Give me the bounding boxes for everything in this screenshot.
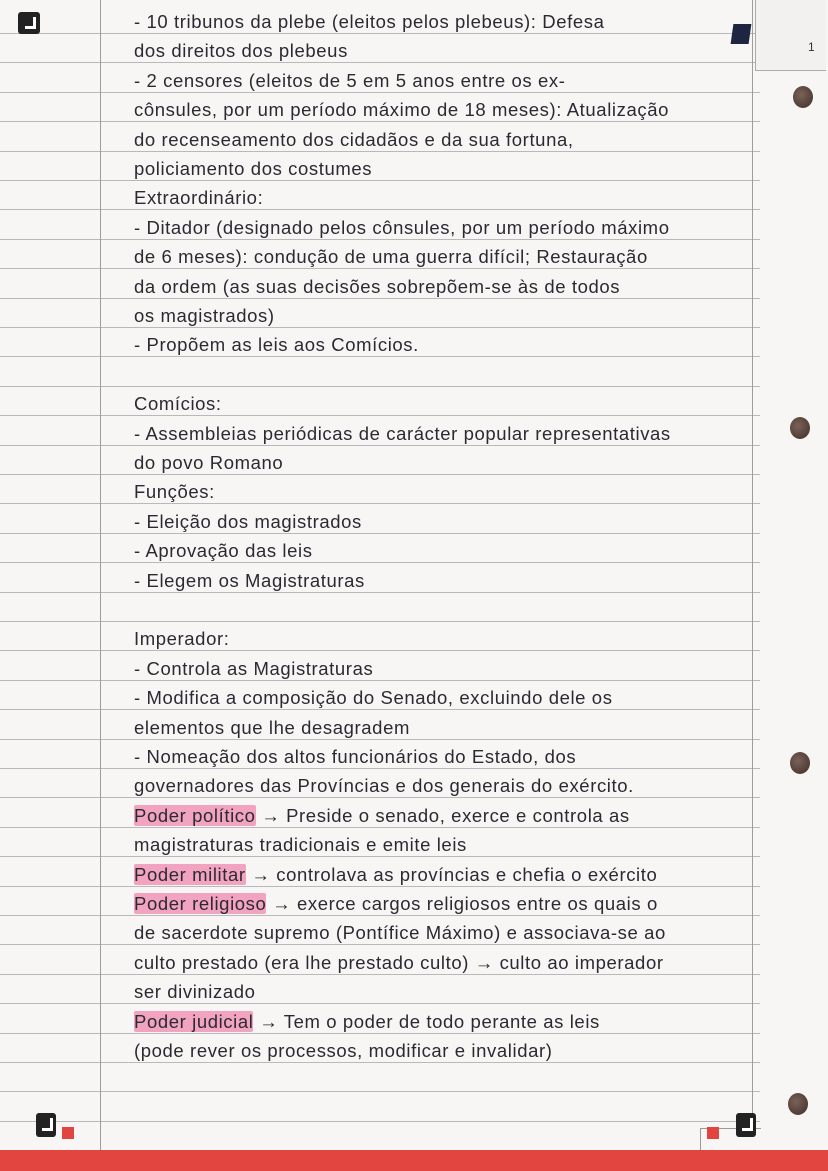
ruled-line bbox=[0, 709, 760, 710]
ruled-line bbox=[0, 268, 760, 269]
ruled-line bbox=[0, 92, 760, 93]
note-text: - Modifica a composição do Senado, excluindo dele os bbox=[134, 687, 613, 709]
note-text: de 6 meses): condução de uma guerra difícil; Restauração bbox=[134, 246, 648, 268]
ruled-line bbox=[0, 239, 760, 240]
note-line bbox=[134, 717, 410, 739]
note-line bbox=[134, 40, 348, 62]
note-line bbox=[134, 1040, 553, 1062]
ruled-line bbox=[0, 974, 760, 975]
ruled-line bbox=[0, 797, 760, 798]
note-line bbox=[134, 922, 666, 944]
note-text: - 2 censores (eleitos de 5 em 5 anos entre os ex- bbox=[134, 69, 566, 91]
note-line bbox=[134, 834, 467, 856]
ruled-line bbox=[0, 327, 760, 328]
note-line bbox=[134, 305, 275, 327]
note-line bbox=[134, 452, 283, 474]
note-text: Imperador: bbox=[134, 628, 230, 650]
ruled-line bbox=[0, 298, 760, 299]
ruled-line bbox=[0, 886, 760, 887]
note-line bbox=[134, 481, 215, 503]
note-line bbox=[134, 952, 664, 974]
binder-hole bbox=[793, 86, 813, 108]
ruled-line bbox=[0, 503, 760, 504]
note-text: → controlava as províncias e chefia o exército bbox=[245, 863, 658, 885]
ruled-line bbox=[0, 62, 760, 63]
note-text: → Preside o senado, exerce e controla as bbox=[255, 804, 630, 826]
binder-hole bbox=[790, 752, 810, 774]
note-text: - Ditador (designado pelos cônsules, por um período máximo bbox=[134, 216, 670, 238]
note-text: dos direitos dos plebeus bbox=[134, 40, 348, 62]
ruled-line bbox=[0, 592, 760, 593]
note-text: (pode rever os processos, modificar e invalidar) bbox=[134, 1040, 553, 1061]
note-text: → exerce cargos religiosos entre os quais o bbox=[266, 893, 658, 914]
note-line bbox=[134, 158, 372, 180]
ruled-line bbox=[0, 680, 760, 681]
ruled-line bbox=[0, 180, 760, 181]
note-line bbox=[134, 423, 671, 445]
ruled-line bbox=[0, 1003, 760, 1004]
ruled-line bbox=[0, 1062, 760, 1063]
note-text: - Assembleias periódicas de carácter popular representativas bbox=[134, 422, 671, 444]
note-text: governadores das Províncias e dos generais do exército. bbox=[134, 775, 634, 797]
ruled-line bbox=[0, 1121, 760, 1122]
note-text: - Eleição dos magistrados bbox=[134, 510, 362, 532]
note-line bbox=[134, 540, 313, 562]
note-text: Comícios: bbox=[134, 393, 222, 415]
ruled-line bbox=[0, 474, 760, 475]
note-line bbox=[134, 1011, 600, 1033]
page-bottom-strip bbox=[0, 1150, 828, 1171]
note-line bbox=[134, 570, 365, 592]
ruled-line bbox=[0, 386, 760, 387]
highlighted-heading: Poder militar bbox=[134, 863, 246, 885]
note-text: Funções: bbox=[134, 481, 215, 503]
note-line bbox=[134, 687, 613, 709]
ruled-line bbox=[0, 827, 760, 828]
note-text: - Nomeação dos altos funcionários do Estado, dos bbox=[134, 746, 577, 767]
note-text: magistraturas tradicionais e emite leis bbox=[134, 834, 467, 856]
ruled-line bbox=[0, 151, 760, 152]
note-line bbox=[134, 981, 256, 1003]
note-text: → Tem o poder de todo perante as leis bbox=[253, 1010, 600, 1032]
note-line bbox=[134, 511, 362, 533]
brand-logo-icon bbox=[736, 1113, 756, 1137]
red-square-icon bbox=[707, 1127, 719, 1139]
note-text: - Elegem os Magistraturas bbox=[134, 569, 365, 591]
ruled-line bbox=[0, 533, 760, 534]
note-line bbox=[134, 246, 648, 268]
note-text: ser divinizado bbox=[134, 981, 256, 1003]
highlighted-heading: Poder religioso bbox=[134, 893, 267, 914]
note-line bbox=[134, 775, 634, 797]
page-number: 1 bbox=[808, 40, 815, 54]
brand-logo-icon bbox=[18, 12, 40, 34]
note-line bbox=[134, 628, 229, 650]
ruled-line bbox=[0, 562, 760, 563]
ruled-line bbox=[0, 121, 760, 122]
note-text: - Propõem as leis aos Comícios. bbox=[134, 334, 419, 356]
highlighted-heading: Poder judicial bbox=[134, 1010, 254, 1032]
note-text: culto prestado (era lhe prestado culto) → culto ao imperador bbox=[134, 951, 664, 973]
note-text: do recenseamento dos cidadãos e da sua fortuna, bbox=[134, 128, 574, 150]
note-line bbox=[134, 334, 419, 356]
ruled-line bbox=[0, 1091, 760, 1092]
note-text: os magistrados) bbox=[134, 305, 275, 326]
note-text: cônsules, por um período máximo de 18 meses): Atualização bbox=[134, 99, 669, 121]
note-text: da ordem (as suas decisões sobrepõem-se às de todos bbox=[134, 275, 621, 297]
ruled-line bbox=[0, 739, 760, 740]
note-text: - Aprovação das leis bbox=[134, 540, 313, 562]
note-text: do povo Romano bbox=[134, 452, 284, 473]
corner-mark bbox=[731, 24, 752, 44]
note-line bbox=[134, 805, 630, 827]
note-text: elementos que lhe desagradem bbox=[134, 716, 410, 738]
brand-logo-icon bbox=[36, 1113, 56, 1137]
right-margin-line bbox=[752, 0, 753, 1128]
note-line bbox=[134, 217, 670, 239]
note-line bbox=[134, 864, 657, 886]
note-line bbox=[134, 11, 605, 33]
note-line bbox=[134, 893, 658, 915]
note-line bbox=[134, 276, 620, 298]
ruled-line bbox=[0, 944, 760, 945]
note-text: Extraordinário: bbox=[134, 187, 264, 209]
note-line bbox=[134, 99, 669, 121]
ruled-line bbox=[0, 33, 760, 34]
ruled-line bbox=[0, 1033, 760, 1034]
note-line bbox=[134, 746, 576, 768]
note-text: - 10 tribunos da plebe (eleitos pelos plebeus): Defesa bbox=[134, 11, 605, 32]
note-line bbox=[134, 70, 565, 92]
ruled-line bbox=[0, 768, 760, 769]
ruled-line bbox=[0, 856, 760, 857]
note-line bbox=[134, 129, 574, 151]
ruled-line bbox=[0, 445, 760, 446]
ruled-line bbox=[0, 915, 760, 916]
note-line bbox=[134, 187, 263, 209]
page-tab bbox=[755, 0, 826, 71]
binder-hole bbox=[790, 417, 810, 439]
ruled-line bbox=[0, 621, 760, 622]
note-line bbox=[134, 393, 222, 415]
note-text: policiamento dos costumes bbox=[134, 158, 373, 179]
binder-hole bbox=[788, 1093, 808, 1115]
margin-line bbox=[100, 0, 101, 1150]
highlighted-heading: Poder político bbox=[134, 804, 256, 826]
ruled-line bbox=[0, 415, 760, 416]
note-text: - Controla as Magistraturas bbox=[134, 657, 374, 679]
red-square-icon bbox=[62, 1127, 74, 1139]
note-text: de sacerdote supremo (Pontífice Máximo) e associava-se ao bbox=[134, 922, 666, 944]
ruled-line bbox=[0, 209, 760, 210]
note-line bbox=[134, 658, 373, 680]
ruled-line bbox=[0, 356, 760, 357]
ruled-line bbox=[0, 650, 760, 651]
